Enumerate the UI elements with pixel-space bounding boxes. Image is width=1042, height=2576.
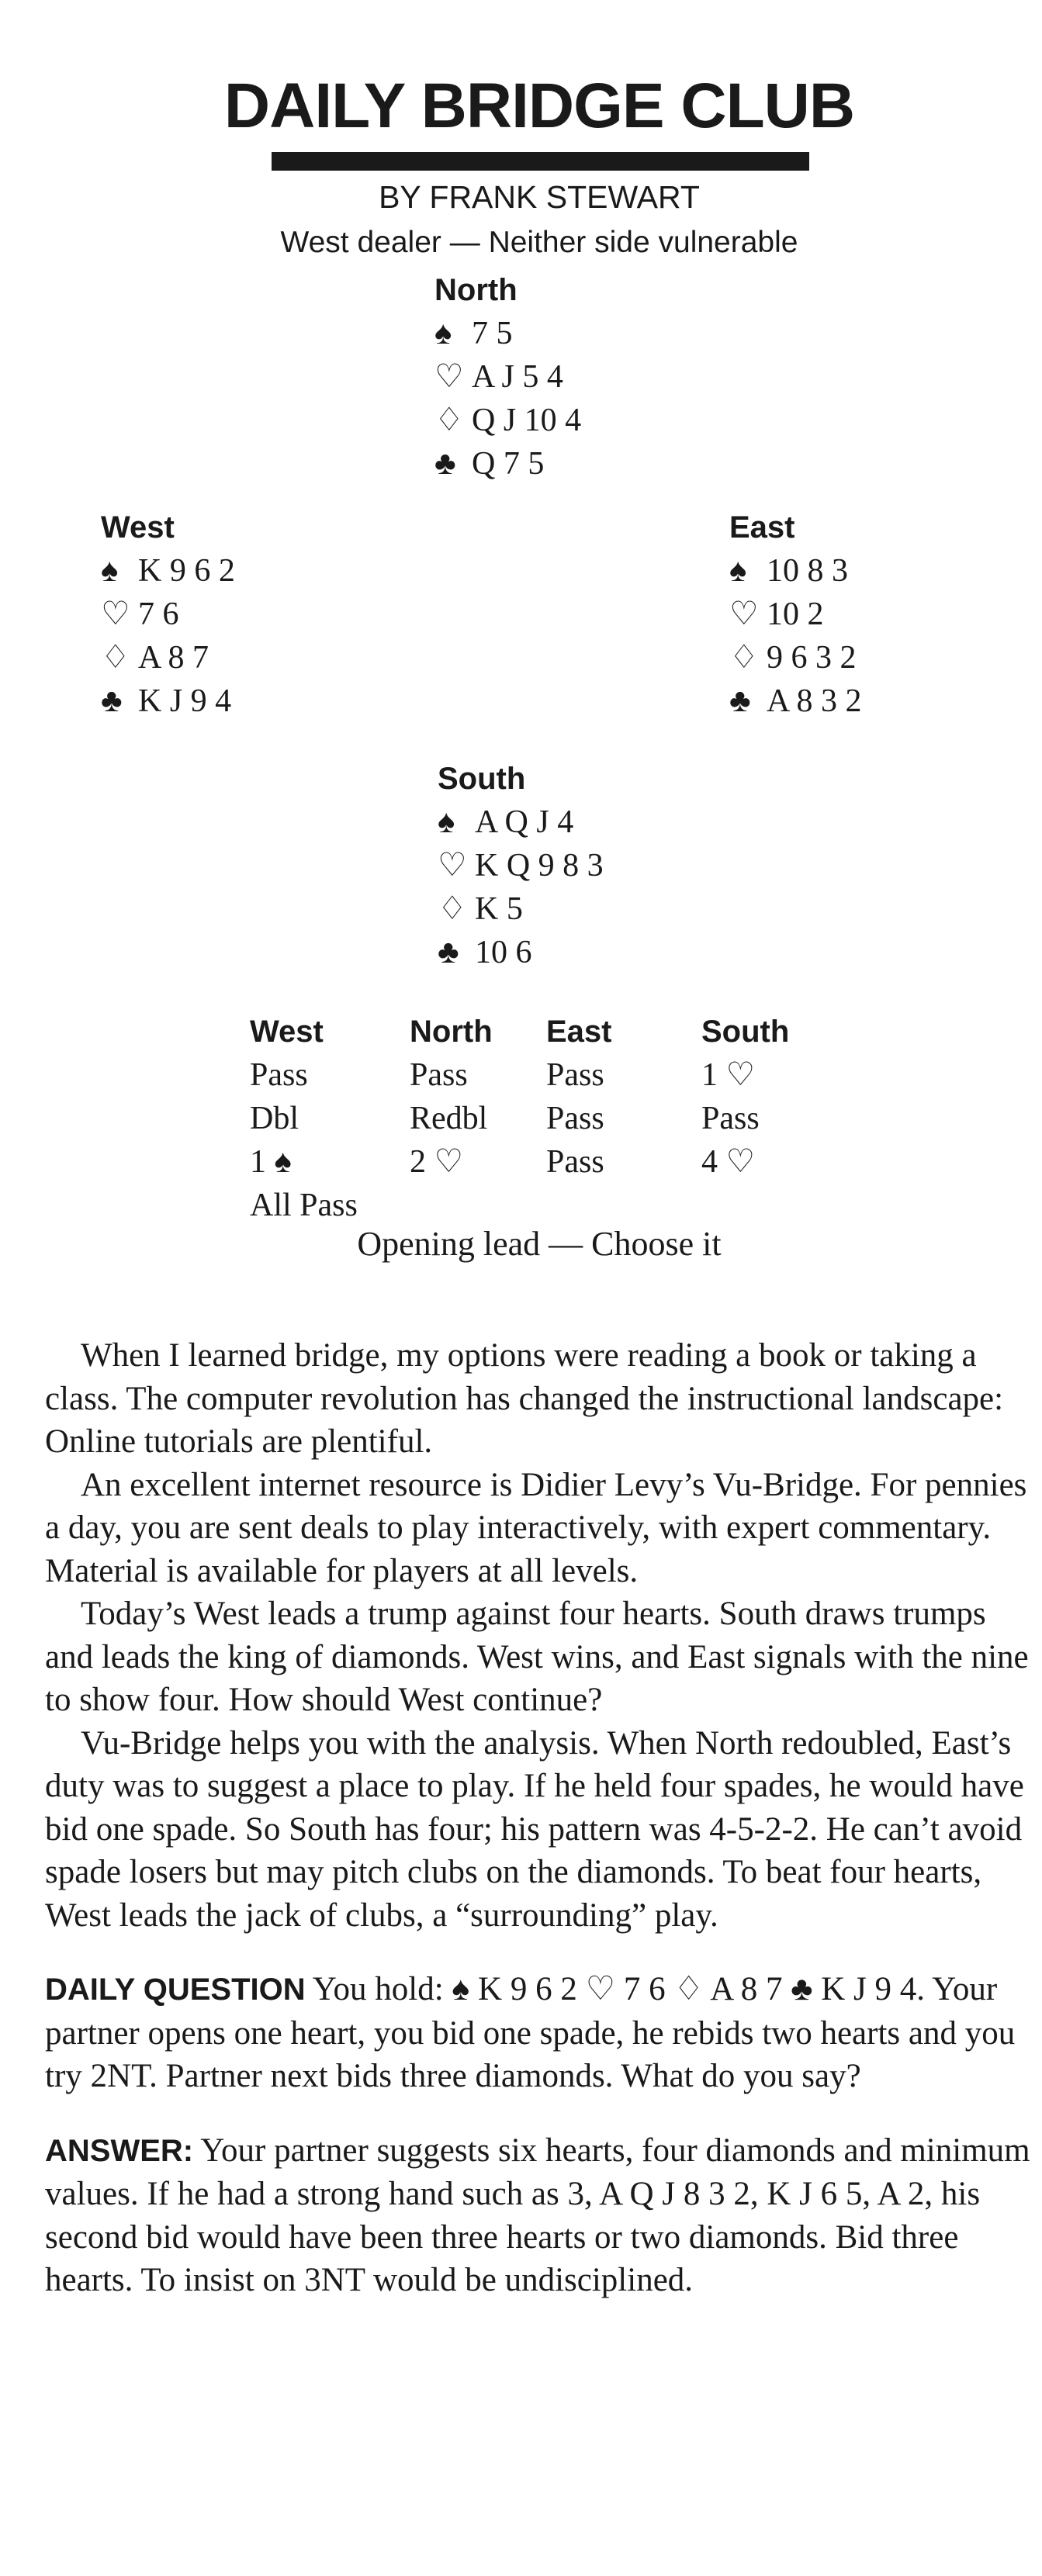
diamond-cards: 9 6 3 2	[767, 640, 857, 676]
hearts-row	[438, 844, 604, 887]
heart-icon: ♡	[438, 848, 467, 883]
article-body	[45, 1334, 1030, 2302]
bid: 1 ♠	[250, 1144, 292, 1180]
diamond-icon: ♢	[438, 891, 467, 927]
heart-cards: 10 2	[767, 596, 824, 632]
paragraph-text: Vu-Bridge helps you with the analysis. When North redoubled, East’s duty was to suggest a place to play. If he held four spades, he would have bid one spade. So South has four; his pattern was 4-5-2-2. He can’t avoid spade losers but may pitch clubs on the diamonds. To beat four hearts, West leads the jack of clubs, a “surrounding” play.	[45, 1724, 1024, 1934]
spade-cards: 10 8 3	[767, 553, 848, 589]
spade-icon: ♠	[729, 553, 747, 589]
club-cards: K J 9 4	[138, 683, 232, 719]
answer	[45, 2129, 1030, 2302]
paragraph-text: Today’s West leads a trump against four hearts. South draws trumps and leads the king of diamonds. West wins, and East signals with the nine to show four. How should West continue?	[45, 1596, 1029, 1718]
hand-name: North	[434, 273, 518, 307]
diamonds-row	[434, 399, 581, 442]
bid: Pass	[410, 1057, 468, 1093]
heart-cards: 7 6	[138, 596, 179, 632]
bid: 4 ♡	[701, 1144, 756, 1180]
hearts-row	[729, 593, 862, 636]
club-icon: ♣	[101, 683, 123, 719]
clubs-row	[434, 442, 581, 486]
diamond-cards: K 5	[475, 891, 523, 927]
bid: 2 ♡	[410, 1144, 464, 1180]
bid: Pass	[546, 1101, 604, 1136]
diamond-icon: ♢	[729, 640, 759, 676]
column-title: DAILY BRIDGE CLUB	[223, 71, 855, 141]
hand-west	[101, 506, 235, 723]
bid: Dbl	[250, 1101, 299, 1136]
spade-cards: 7 5	[472, 316, 513, 351]
clubs-row	[729, 679, 862, 723]
bid: Redbl	[410, 1101, 488, 1136]
bidding-header: South	[701, 1015, 790, 1049]
heart-cards: A J 5 4	[472, 359, 563, 395]
club-cards: Q 7 5	[472, 446, 545, 482]
hearts-row	[101, 593, 235, 636]
club-icon: ♣	[438, 935, 459, 970]
club-icon: ♣	[434, 446, 456, 482]
spade-icon: ♠	[101, 553, 119, 589]
bid: All Pass	[250, 1188, 358, 1223]
article-paragraph	[45, 1464, 1030, 1593]
question-label: DAILY QUESTION	[45, 1973, 306, 2007]
opening-lead: Opening lead — Choose it	[357, 1225, 722, 1263]
hand-name: East	[729, 510, 795, 545]
diamonds-row	[438, 887, 604, 931]
daily-question	[45, 1968, 1030, 2098]
article-paragraph	[45, 1722, 1030, 1938]
heart-cards: K Q 9 8 3	[475, 848, 604, 883]
bid: Pass	[701, 1101, 760, 1136]
article-paragraph	[45, 1592, 1030, 1722]
bid: Pass	[250, 1057, 308, 1093]
bidding-header: West	[250, 1015, 324, 1049]
heart-icon: ♡	[729, 596, 759, 632]
heart-icon: ♡	[101, 596, 130, 632]
bid: 1 ♡	[701, 1057, 756, 1093]
bidding-header: North	[410, 1015, 493, 1049]
spades-row	[434, 312, 581, 355]
hand-east	[729, 506, 862, 723]
spades-row	[729, 549, 862, 593]
club-cards: 10 6	[475, 935, 532, 970]
title-rule	[272, 152, 809, 171]
paragraph-text: When I learned bridge, my options were reading a book or taking a class. The computer revolution has changed the instructional landscape: Online tutorials are plentiful.	[45, 1337, 1004, 1460]
paragraph-text: An excellent internet resource is Didier Levy’s Vu-Bridge. For pennies a day, you are sent deals to play interactively, with expert commentary. Material is available for players at all levels.	[45, 1466, 1027, 1589]
dealer-line: West dealer — Neither side vulnerable	[280, 226, 798, 259]
hand-south	[438, 757, 604, 974]
clubs-row	[438, 931, 604, 974]
diamonds-row	[101, 636, 235, 679]
hand-north	[434, 268, 581, 486]
hand-name: South	[438, 762, 526, 796]
spades-row	[438, 800, 604, 844]
bidding-header: East	[546, 1015, 612, 1049]
hearts-row	[434, 355, 581, 399]
heart-icon: ♡	[434, 359, 464, 395]
hand-name: West	[101, 510, 175, 545]
byline: BY FRANK STEWART	[379, 179, 700, 215]
diamonds-row	[729, 636, 862, 679]
answer-text: Your partner suggests six hearts, four diamonds and minimum values. If he had a strong hand such as 3, A Q J 8 3 2, K J 6 5, A 2, his second bid would have been three hearts or two diamonds. Bid three hearts. To insist on 3NT would be undisciplined.	[45, 2132, 1030, 2298]
diamond-icon: ♢	[101, 640, 130, 676]
question-text: You hold: ♠ K 9 6 2 ♡ 7 6 ♢ A 8 7 ♣ K J 9 4. Your partner opens one heart, you bid one spade, he rebids two hearts and you try 2NT. Partner next bids three diamonds. What do you say?	[45, 1971, 1016, 2094]
spade-cards: K 9 6 2	[138, 553, 235, 589]
spade-cards: A Q J 4	[475, 804, 574, 840]
diamond-cards: Q J 10 4	[472, 403, 582, 438]
clubs-row	[101, 679, 235, 723]
spade-icon: ♠	[434, 316, 452, 351]
bid: Pass	[546, 1057, 604, 1093]
club-icon: ♣	[729, 683, 751, 719]
spades-row	[101, 549, 235, 593]
article-paragraph	[45, 1334, 1030, 1464]
bid: Pass	[546, 1144, 604, 1180]
answer-label: ANSWER:	[45, 2133, 194, 2168]
club-cards: A 8 3 2	[767, 683, 862, 719]
spade-icon: ♠	[438, 804, 455, 840]
diamond-cards: A 8 7	[138, 640, 209, 676]
diamond-icon: ♢	[434, 403, 464, 438]
